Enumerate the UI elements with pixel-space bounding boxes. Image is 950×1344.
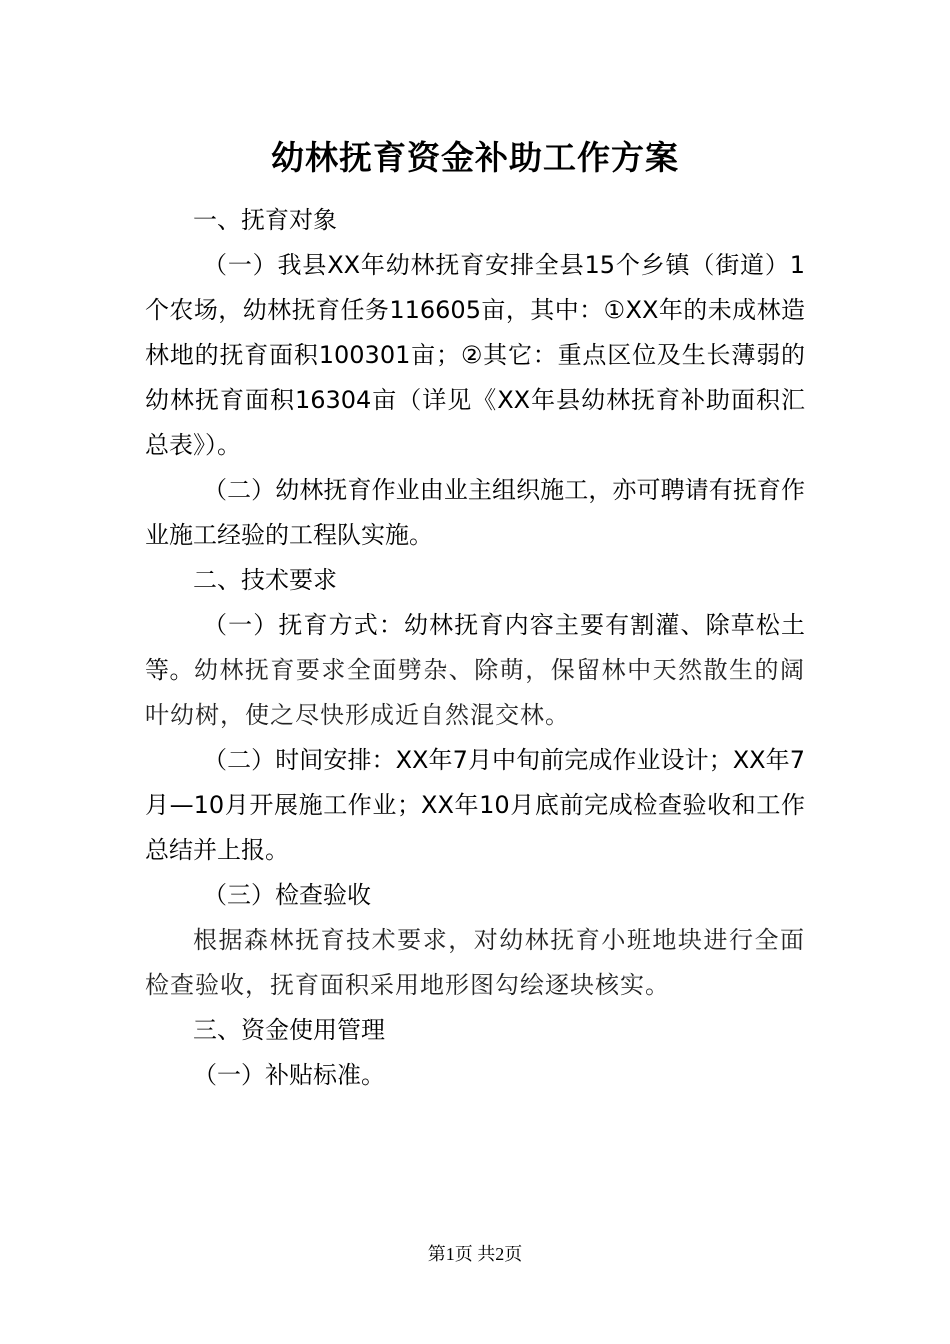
page-footer: 第1页 共2页 — [427, 1244, 523, 1264]
section-heading-1: 一、抚育对象 — [193, 206, 337, 234]
document-title: 幼林抚育资金补助工作方案 — [271, 138, 679, 177]
tending-method-detail: 幼林抚育要求全面劈杂、除萌，保留林中天然散生的阔叶幼树，使之尽快形成近自然混交林。 — [145, 656, 806, 729]
tending-method-main: （一）抚育方式：幼林抚育内容主要有割灌、除草松土等。 — [145, 611, 805, 684]
paragraph-schedule: （二）时间安排：XX年7月中旬前完成作业设计；XX年7月—10月开展施工作业；XX年10月底前完成检查验收和工作总结并上报。 — [145, 746, 805, 864]
paragraph-construction: （二）幼林抚育作业由业主组织施工，亦可聘请有抚育作业施工经验的工程队实施。 — [145, 476, 805, 549]
paragraph-inspection: 根据森林抚育技术要求，对幼林抚育小班地块进行全面检查验收，抚育面积采用地形图勾绘逐块核实。 — [145, 926, 805, 999]
section-heading-2: 二、技术要求 — [193, 566, 337, 594]
subsection-inspection: （三）检查验收 — [203, 881, 371, 909]
section-heading-3: 三、资金使用管理 — [193, 1016, 385, 1044]
subsection-subsidy-standard: （一）补贴标准。 — [193, 1061, 385, 1089]
document-body — [145, 198, 805, 1098]
paragraph-tending-method — [145, 603, 805, 738]
paragraph-target-scope: （一）我县XX年幼林抚育安排全县15个乡镇（街道）1个农场，幼林抚育任务116605亩，其中：①XX年的未成林造林地的抚育面积100301亩；②其它：重点区位及生长薄弱的幼林抚育面积16304亩（详见《XX年县幼林抚育补助面积汇总表》）。 — [145, 251, 805, 459]
